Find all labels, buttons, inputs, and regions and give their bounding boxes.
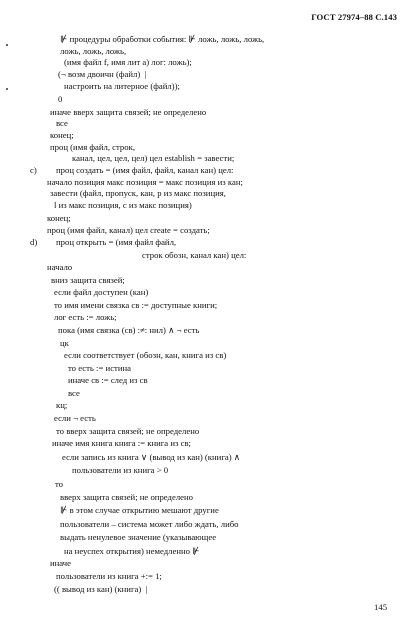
code-line: все (56, 118, 68, 128)
code-line: если запись из книга ∨ (вывод из кан) (книга) ∧ (62, 452, 241, 462)
scan-speck (6, 88, 8, 90)
code-line: настроить на литерное (файл)); (64, 81, 180, 91)
code-line: то имя имени связка св := доступные книги; (54, 300, 218, 310)
code-line: строк обозн, канал кан) цел: (142, 250, 247, 260)
code-line: вниз защита связей; (51, 275, 125, 285)
code-line: ⊮ процедуры обработки события: ⊮ ложь, ложь, ложь, (60, 34, 265, 44)
code-line: ⊮ в этом случае открытию мешают другие (60, 505, 219, 515)
code-line: канал, цел, цел, цел) цел establish = завести; (72, 153, 235, 163)
clause-label: c) (30, 165, 37, 175)
code-line: цк (60, 338, 69, 348)
code-line: пользователи из книга +:= 1; (56, 571, 162, 581)
code-line: (имя файл f, имя лит а) лог: ложь); (64, 57, 192, 67)
code-line: иначе вверх защита связей; не определено (50, 107, 207, 117)
code-line: начало (47, 262, 73, 272)
code-line: ложь, ложь, ложь, (60, 46, 127, 56)
clause-label: d) (30, 237, 38, 247)
code-line: проц открыть = (имя файл файл, (56, 237, 177, 247)
code-line: иначе св := след из св (68, 375, 148, 385)
code-line: конец; (47, 213, 71, 223)
code-line: все (68, 388, 80, 398)
code-line: (¬ возм двоичн (файл) | (58, 69, 147, 79)
code-line: на неуспех открытия) немедленно ⊮ (64, 546, 200, 556)
code-line: то вверх защита связей; не определено (56, 426, 200, 436)
code-line: конец; (50, 130, 74, 140)
code-line: если ¬ есть (54, 413, 96, 423)
code-line: то есть := истина (68, 363, 131, 373)
page-header: ГОСТ 27974–88 С.143 (311, 12, 397, 22)
code-line: пользователи из книга > 0 (72, 465, 169, 475)
scan-speck (6, 44, 8, 46)
code-line: если файл доступен (кан) (54, 287, 149, 297)
code-line: l из макс позиция, с из макс позиция) (54, 200, 192, 210)
page-number: 145 (374, 602, 388, 612)
code-line: проц создать = (имя файл, файл, канал кан) цел: (56, 165, 234, 175)
code-line: если соответствует (обозн, кан, книга из св) (64, 350, 227, 360)
code-line: завести (файл, пропуск, кан, р из макс позиция, (50, 188, 226, 198)
code-line: (( вывод из кан) (книга) | (54, 584, 148, 594)
code-line: лог есть := ложь; (54, 312, 117, 322)
code-line: иначе имя книга книга := книга из св; (52, 438, 191, 448)
code-line: пользователи – система может либо ждать, либо (60, 519, 239, 529)
code-line: проц (имя файл, канал) цел create = создать; (47, 225, 210, 235)
code-line: кц; (56, 400, 68, 410)
code-line: вверх защита связей; не определено (60, 492, 194, 502)
code-line: выдать ненулевое значение (указывающее (60, 532, 217, 542)
code-line: 0 (58, 94, 63, 104)
code-line: иначе (50, 558, 72, 568)
code-line: проц (имя файл, строк, (50, 142, 136, 152)
code-line: пока (имя связка (св) :≠: нил) ∧ ¬ есть (58, 325, 200, 335)
code-line: начало позиция макс позиция = макс позиция из кан; (47, 177, 243, 187)
code-line: то (55, 479, 64, 489)
